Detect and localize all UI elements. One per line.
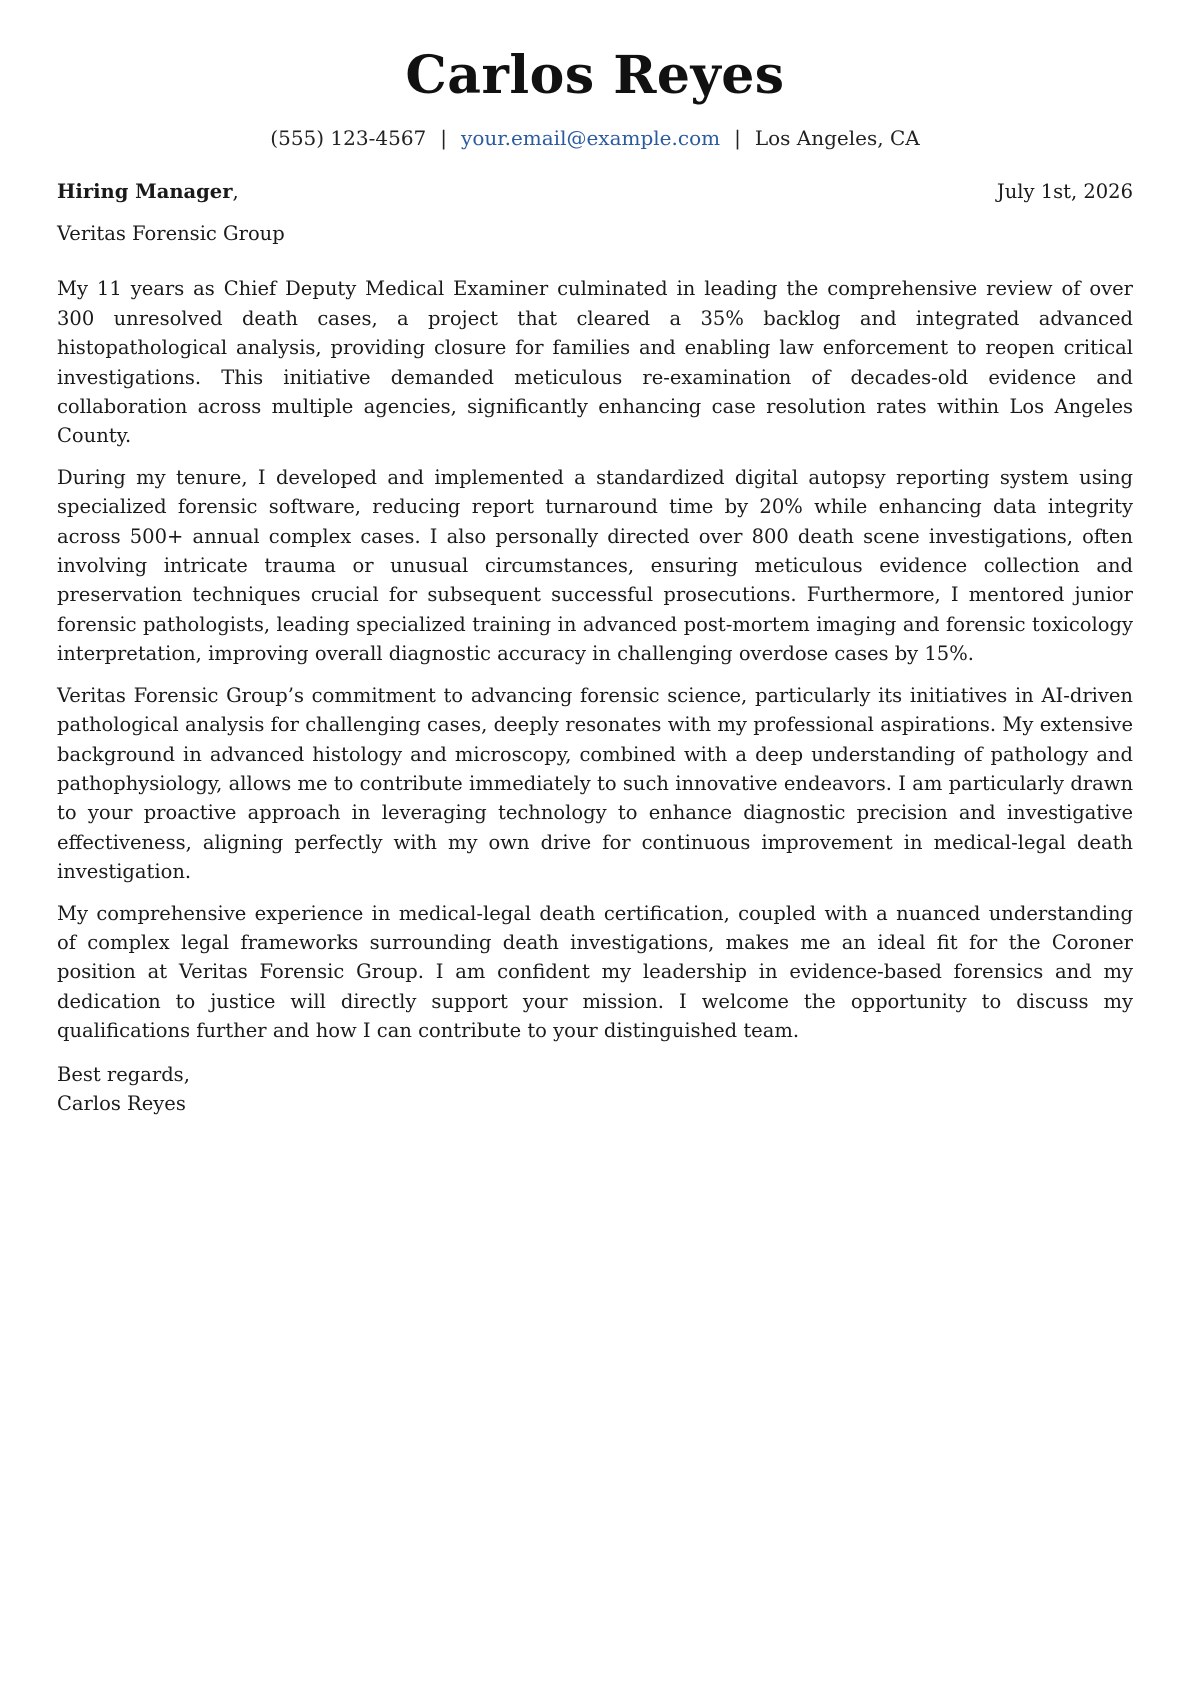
recipient-name: Hiring Manager xyxy=(57,180,233,203)
location: Los Angeles, CA xyxy=(754,126,920,150)
email-link[interactable]: your.email@example.com xyxy=(461,126,721,150)
recipient-row xyxy=(57,177,1133,207)
recipient-company: Veritas Forensic Group xyxy=(57,222,285,245)
contact-line xyxy=(0,124,1190,152)
closing-salutation: Best regards, xyxy=(57,1062,190,1086)
letter-body xyxy=(57,274,1133,1045)
phone-number: (555) 123-4567 xyxy=(270,126,427,150)
contact-separator: | xyxy=(440,126,448,150)
letter-closing xyxy=(57,1060,1133,1119)
body-paragraph: My 11 years as Chief Deputy Medical Examiner culminated in leading the comprehensive review of over 300 unresolved death cases, a project that cleared a 35% backlog and integrated advanced histopathological analysis, providing closure for families and enabling law enforcement to reopen critical investigations. This initiative demanded meticulous re-examination of decades-old evidence and collaboration across multiple agencies, significantly enhancing case resolution rates within Los Angeles County. xyxy=(57,277,1133,448)
letter-header xyxy=(0,40,1190,152)
sender-name: Carlos Reyes xyxy=(405,45,785,106)
letter-content xyxy=(57,177,1133,1118)
contact-separator: | xyxy=(734,126,741,150)
body-paragraph: During my tenure, I developed and implemented a standardized digital autopsy reporting system using specialized forensic software, reducing report turnaround time by 20% while enhancing data integrity across 500+ annual complex cases. I also personally directed over 800 death scene investigations, often involving intricate trauma or unusual circumstances, ensuring meticulous evidence collection and preservation techniques crucial for subsequent successful prosecutions. Furthermore, I mentored junior forensic pathologists, leading specialized training in advanced post-mortem imaging and forensic toxicology interpretation, improving overall diagnostic accuracy in challenging overdose cases by 15%. xyxy=(57,465,1133,666)
closing-signature: Carlos Reyes xyxy=(57,1091,186,1115)
recipient-comma: , xyxy=(232,180,239,203)
body-paragraph: Veritas Forensic Group’s commitment to advancing forensic science, particularly its initiatives in AI-driven pathological analysis for challenging cases, deeply resonates with my professional aspirations. My extensive background in advanced histology and microscopy, combined with a deep understanding of pathology and pathophysiology, allows me to contribute immediately to such innovative endeavors. I am particularly drawn to your proactive approach in leveraging technology to enhance diagnostic precision and investigative effectiveness, aligning perfectly with my own drive for continuous improvement in medical-legal death investigation. xyxy=(57,683,1133,884)
recipient-line xyxy=(57,177,239,206)
letter-date: July 1st, 2026 xyxy=(996,180,1133,203)
body-paragraph: My comprehensive experience in medical-legal death certification, coupled with a nuanced understanding of complex legal frameworks surrounding death investigations, makes me an ideal fit for the Coroner position at Veritas Forensic Group. I am confident my leadership in evidence-based forensics and my dedication to justice will directly support your mission. I welcome the opportunity to discuss my qualifications further and how I can contribute to your distinguished team. xyxy=(57,901,1133,1043)
